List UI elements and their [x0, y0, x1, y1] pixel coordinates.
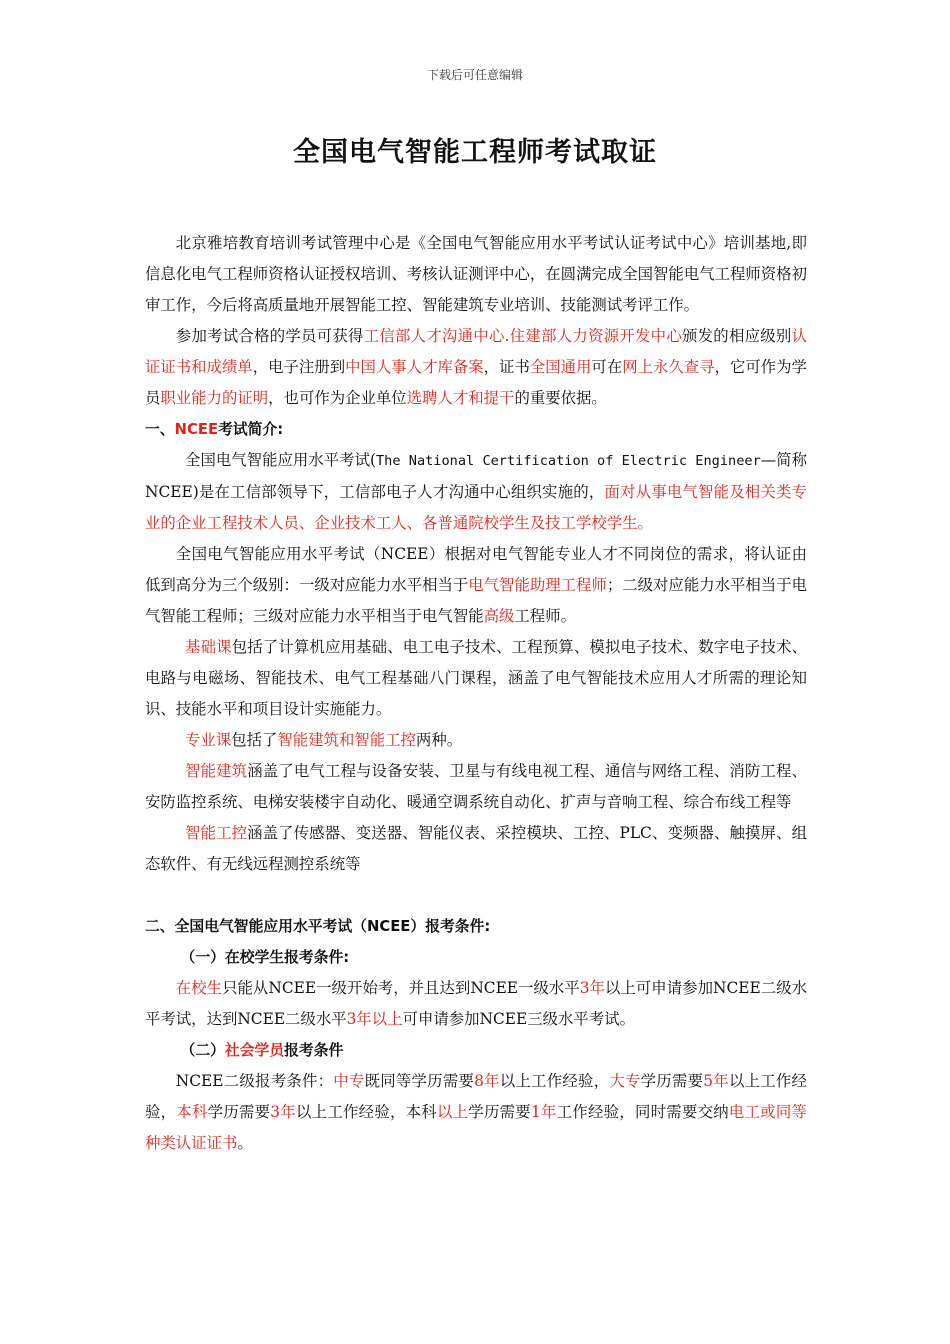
text-run: 可申请参加NCEE三级水平考试。 — [402, 1010, 635, 1028]
text-run: 参加考试合格的学员可获得 — [175, 327, 364, 345]
document-body — [145, 228, 807, 1159]
text-run: 学历需要 — [640, 1072, 704, 1090]
section-2-paragraph-1 — [145, 973, 807, 1035]
text-run: NCEE二级报考条件： — [175, 1072, 334, 1090]
text-run: 只能从NCEE一级开始考，并且达到NCEE一级水平 — [222, 979, 580, 997]
highlight-text: 在校生 — [175, 979, 223, 997]
highlight-text: 大专 — [609, 1072, 641, 1090]
section-2-heading: 二、全国电气智能应用水平考试（NCEE）报考条件: — [145, 918, 491, 935]
section-1-paragraph-6: 智能工控涵盖了传感器、变送器、智能仪表、采控模块、工控、PLC、变频器、触摸屏、组态软件、有无线远程测控系统等 — [145, 824, 807, 873]
highlight-text: 中专 — [333, 1072, 365, 1090]
highlight-text: 3年 — [579, 979, 606, 997]
highlight-text: 5年 — [703, 1072, 729, 1090]
text-run: 以上工作经验， — [499, 1072, 610, 1090]
intro-paragraph-2 — [145, 321, 807, 414]
highlight-text: 8年 — [474, 1072, 500, 1090]
text-run: 既同等学历需要 — [364, 1072, 475, 1090]
highlight-text: 选聘人才和提干 — [406, 389, 515, 407]
highlight-text: 工信部人才沟通中心.住建部人力资源开发中心 — [363, 327, 682, 345]
highlight-text: 以上 — [436, 1103, 469, 1121]
highlight-text: 3年以上 — [346, 1010, 403, 1028]
section-1-paragraph-1: 全国电气智能应用水平考试(The National Certification of Electric Engineer—简称NCEE)是在工信部领导下，工信部电子人才沟通中心组织实施的，面对从事电气智能及相关类专业的企业工程技术人员、企业技术工人、各普通院校学生及技工学校学生。 — [145, 451, 807, 532]
highlight-text: 职业能力的证明 — [160, 389, 269, 407]
text-run: 以上工作经验， — [145, 1072, 807, 1121]
highlight-text: 本科 — [176, 1103, 208, 1121]
section-1-paragraph-5: 智能建筑涵盖了电气工程与设备安装、卫星与有线电视工程、通信与网络工程、消防工程、安防监控系统、电梯安装楼宇自动化、暖通空调系统自动化、扩声与音响工程、综合布线工程等 — [145, 762, 807, 811]
text-run: 学历需要 — [468, 1103, 531, 1121]
section-1-paragraph-4: 专业课包括了智能建筑和智能工控两种。 — [185, 731, 463, 749]
section-2-subheading-2: （二）社会学员报考条件 — [180, 1042, 344, 1059]
intro-paragraph-1: 北京雅培教育培训考试管理中心是《全国电气智能应用水平考试认证考试中心》培训基地,即信息化电气工程师资格认证授权培训、考核认证测评中心，在圆满完成全国智能电气工程师资格初审工作，今后将高质量地开展智能工控、智能建筑专业培训、技能测试考评工作。 — [145, 234, 807, 314]
text-run: 的重要依据。 — [514, 389, 607, 407]
text-run: 工作经验，同时需要交纳 — [556, 1103, 729, 1121]
page-title: 全国电气智能工程师考试取证 — [293, 137, 657, 168]
text-run: 以上工作经验，本科 — [296, 1103, 437, 1121]
text-run: 可在 — [591, 358, 623, 376]
highlight-text: 3年 — [270, 1103, 297, 1121]
text-run: ，证书 — [483, 358, 530, 376]
text-run: 。 — [237, 1134, 253, 1152]
text-run: 学历需要 — [207, 1103, 271, 1121]
section-2-paragraph-2 — [145, 1066, 807, 1159]
section-1-heading: 一、NCEE考试简介: — [145, 421, 284, 438]
text-run: ，也可作为企业单位 — [268, 389, 407, 407]
header-note: 下载后可任意编辑 — [426, 68, 523, 82]
highlight-text: 认证证书和成绩单 — [145, 327, 807, 376]
highlight-text: 网上永久查寻 — [622, 358, 715, 376]
section-1-paragraph-2: 全国电气智能应用水平考试（NCEE）根据对电气智能专业人才不同岗位的需求，将认证由低到高分为三个级别：一级对应能力水平相当于电气智能助理工程师；二级对应能力水平相当于电气智能工程师；三级对应能力水平相当于电气智能高级工程师。 — [145, 545, 807, 625]
highlight-text: 中国人事人才库备案 — [345, 358, 484, 376]
section-1-paragraph-3: 基础课包括了计算机应用基础、电工电子技术、工程预算、模拟电子技术、数字电子技术、电路与电磁场、智能技术、电气工程基础八门课程，涵盖了电气智能技术应用人才所需的理论知识、技能水平和项目设计实施能力。 — [145, 638, 807, 718]
highlight-text: 电工或同等种类认证证书 — [145, 1103, 807, 1152]
section-2-subheading-1: （一）在校学生报考条件: — [180, 949, 350, 966]
text-run: ，它可作为学员 — [145, 358, 807, 407]
blank-line — [145, 880, 807, 911]
highlight-text: 1年 — [530, 1103, 557, 1121]
highlight-text: 全国通用 — [529, 358, 592, 376]
text-run: ，电子注册到 — [252, 358, 346, 376]
text-run: 以上可申请参加NCEE二级水平考试，达到NCEE二级水平 — [145, 979, 807, 1028]
text-run: 颁发的相应级别 — [681, 327, 792, 345]
